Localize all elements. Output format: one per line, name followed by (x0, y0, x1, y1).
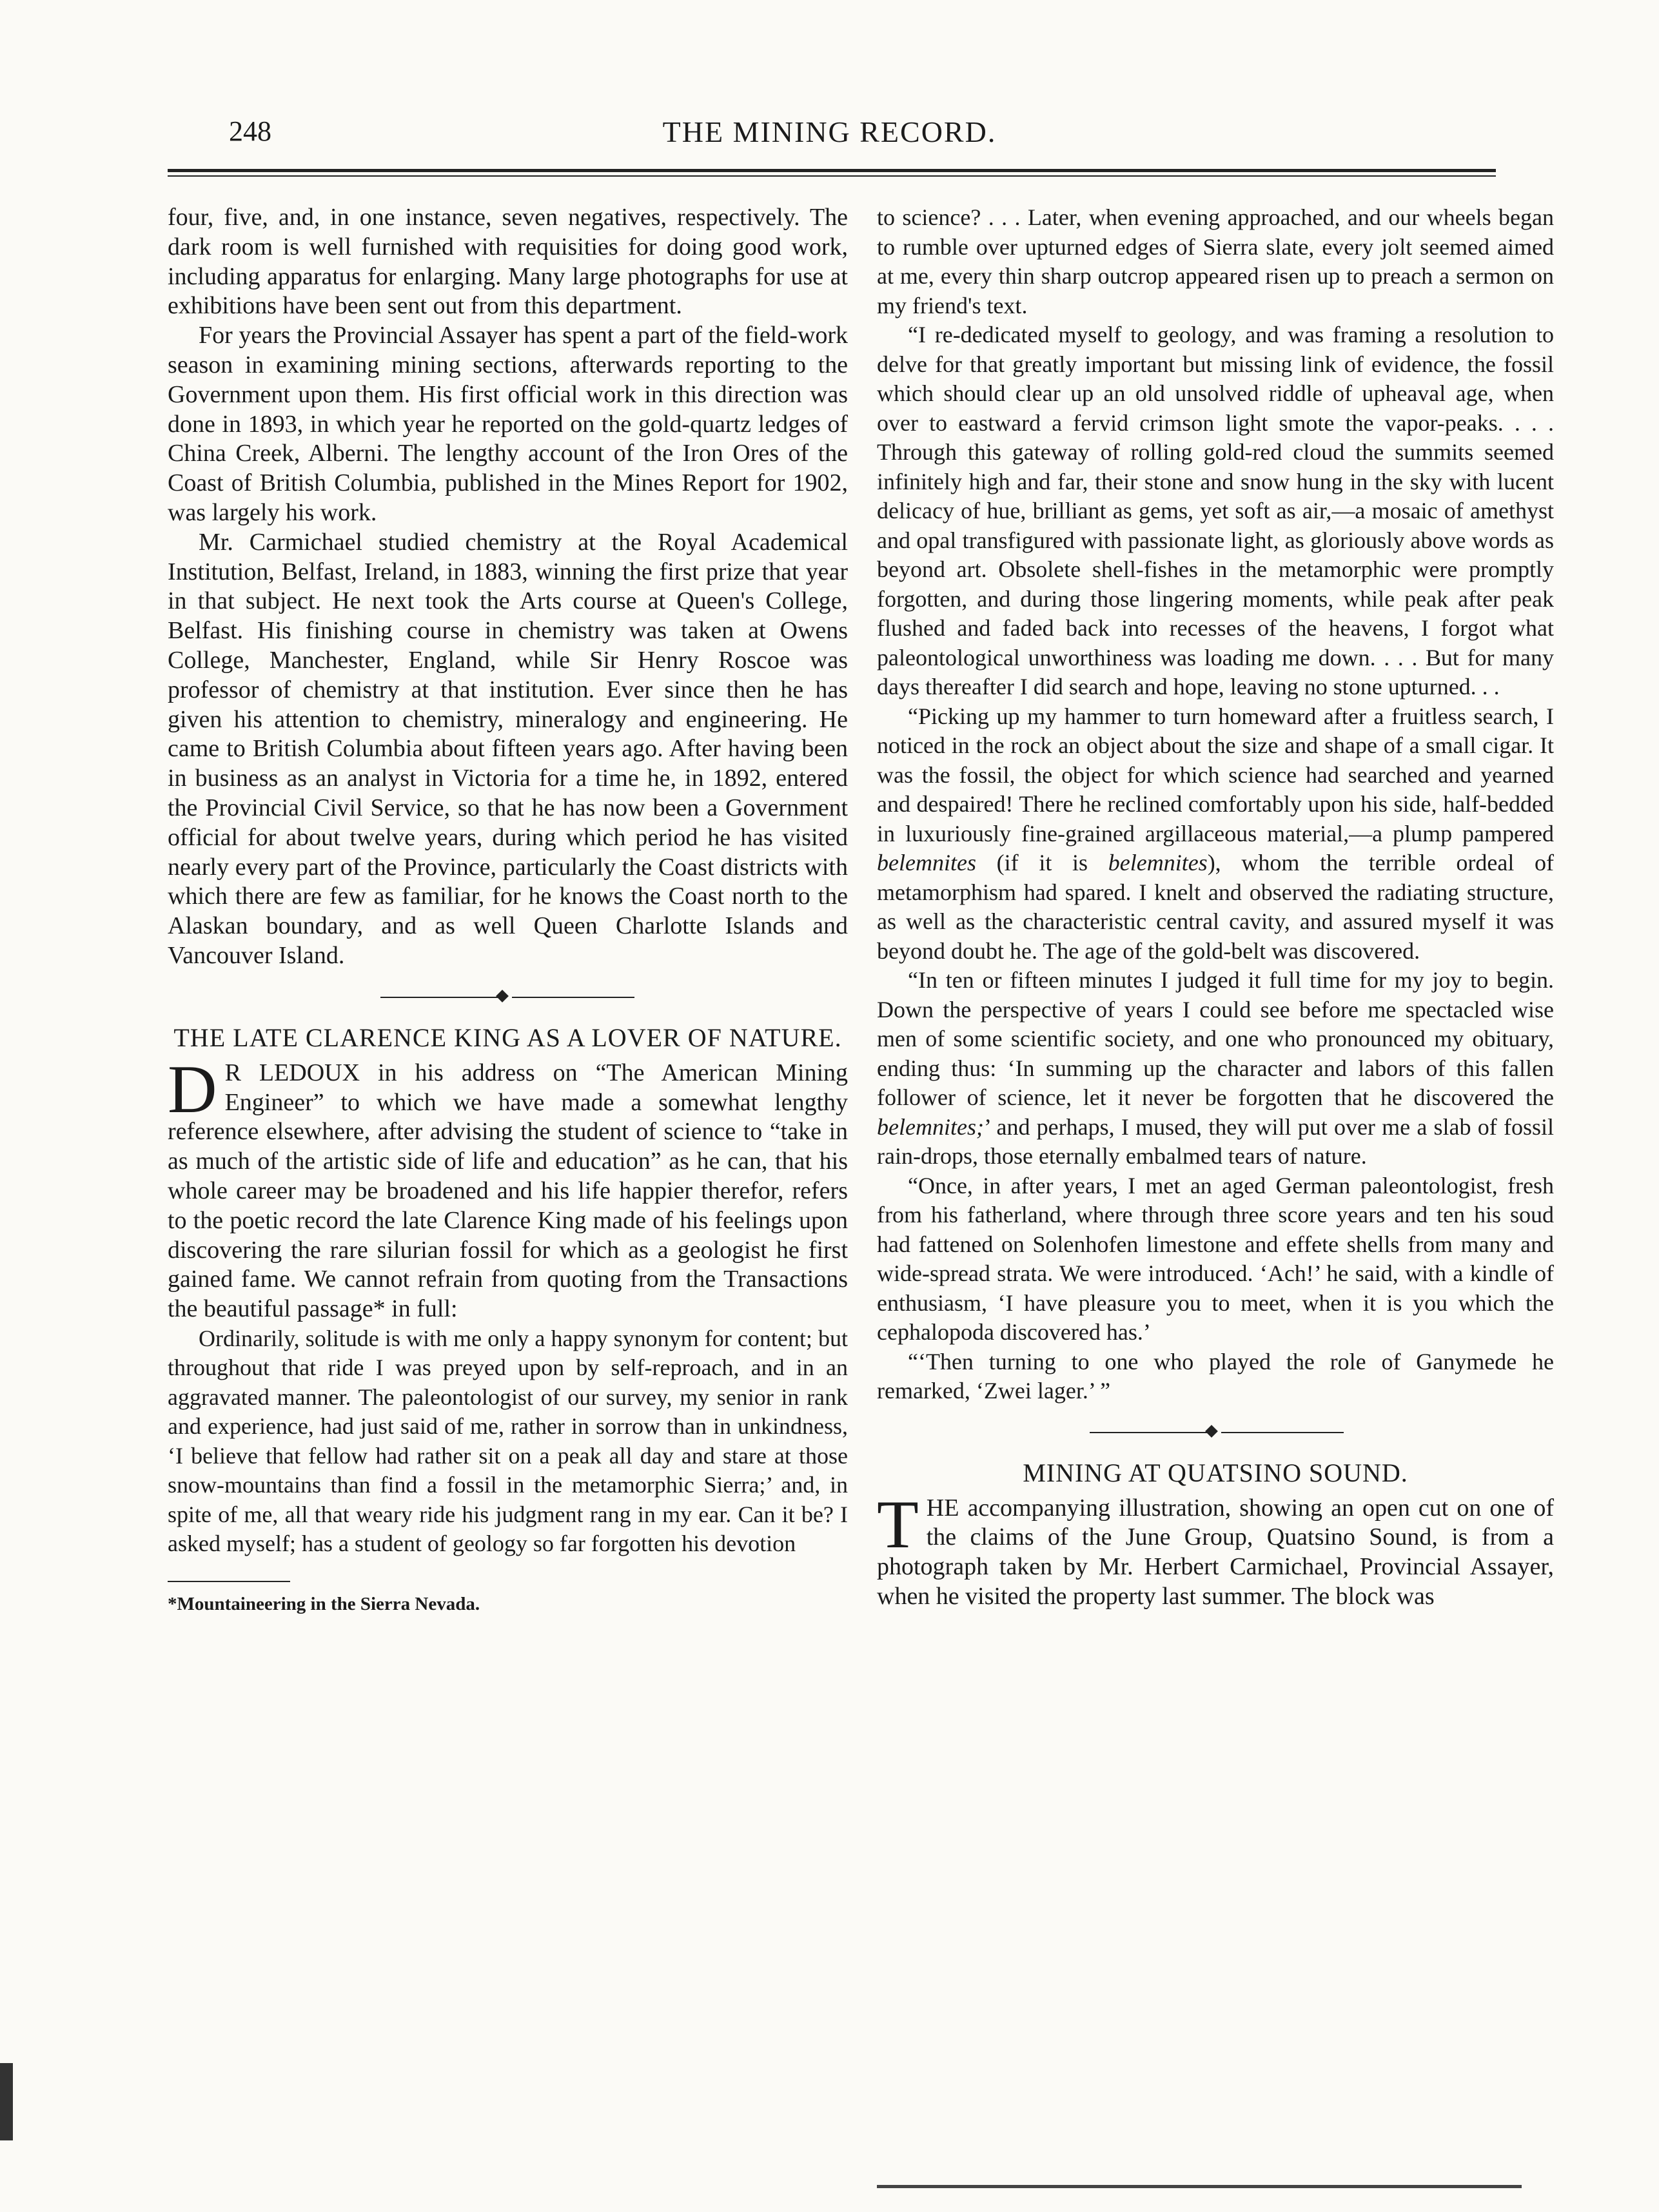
footnote: *Mountaineering in the Sierra Nevada. (168, 1593, 480, 1614)
quoted-passage (877, 966, 1554, 1171)
quoted-passage: “Once, in after years, I met an aged German paleontologist, fresh from his fatherland, where through three score years and ten his soud had fattened on Solenhofen limestone and effete shells from many and wide-spread strata. We were introduced. ‘Ach!’ he said, with a kindle of enthusiasm, ‘I have pleasure you to meet, when it is you which the cephalopoda discovered has.’ (877, 1172, 1554, 1345)
page-number: 248 (229, 115, 271, 147)
running-head: THE MINING RECORD. (662, 115, 997, 148)
drop-cap: T (877, 1486, 919, 1562)
quote-text: ’ and perhaps, I mused, they will put over me a slab of fossil rain-drops, those eternally embalmed tears of nature. (877, 1113, 1554, 1169)
quote-text: (if it is (976, 850, 1108, 876)
quoted-passage: to science? . . . Later, when evening approached, and our wheels began to rumble over upturned edges of Sierra slate, every jolt seemed aimed at me, every thin sharp outcrop appeared risen up to preach a sermon on my friend's text. (877, 204, 1554, 318)
italic-term: belemnites; (877, 1113, 984, 1140)
article-lead-paragraph (168, 1051, 848, 1324)
quoted-passage: Ordinarily, solitude is with me only a happy synonym for content; but throughout that ride I was preyed upon by self-reproach, and in an aggravated manner. The paleontologist of our survey, my senior in rank and experience, had just said of me, rather in sorrow than in unkindness, ‘I believe that fellow had rather sit on a peak all day and stare at those snow-mountains than find a fossil in the metamorphic Sierra;’ and, in spite of me, all that weary ride his judgment rang in my ear. Can it be? I asked myself; has a student of geology so far forgotten his devotion (168, 1325, 848, 1557)
header-rule-thin (168, 175, 1496, 177)
quoted-passage: “I re-dedicated myself to geology, and was framing a resolution to delve for that greatly important but missing link of evidence, the fossil which should clear up an old unsolved riddle of upheaval age, when over to eastward a fervid crimson light smote the vapor-peaks. . . . Through this gateway of rolling gold-red cloud the summits seemed infinitely high and far, their stone and snow hung in the sky with lucent delicacy of hue, brilliant as gems, yet soft as air,—a mosaic of amethyst and opal transfigured with passionate light, as gloriously above words as beyond art. Obsolete shell-fishes in the metamorphic were promptly forgotten, and during those lingering moments, while peak after peak flushed and faded back into recesses of the heavens, I forgot what paleontological unworthiness was loading me down. . . . But for many days thereafter I did search and hope, leaving no stone upturned. . . (877, 322, 1554, 700)
quoted-passage: “‘Then turning to one who played the role of Ganymede he remarked, ‘Zwei lager.’ ” (877, 1348, 1554, 1404)
left-column (168, 203, 848, 1616)
lead-text: HE accompanying illustration, showing an open cut on one of the claims of the June Group, Quatsino Sound, is from a photograph taken by Mr. Herbert Carmichael, Provincial Assayer, when he visited the property last summer. The block was (877, 1494, 1554, 1610)
footnote-marker: * (373, 1295, 386, 1323)
paragraph: For years the Provincial Assayer has spent a part of the field-work season in examining mining sections, afterwards reporting to the Government upon them. His first official work in this direction was done in 1893, in which year he reported on the gold-quartz ledges of China Creek, Alberni. The lengthy account of the Iron Ores of the Coast of British Columbia, published in the Mines Report for 1902, was largely his work. (168, 322, 848, 526)
lead-text-end: in full: (385, 1295, 458, 1323)
paragraph: Mr. Carmichael studied chemistry at the Royal Academical Institution, Belfast, Ireland, in 1883, winning the first prize that year in that subject. He next took the Arts course at Queen's College, Belfast. His finishing course in chemistry was taken at Owens College, Manchester, England, while Sir Henry Roscoe was professor of chemistry at that institution. Ever since then he has given his attention to chemistry, mineralogy and engineering. He came to British Columbia about fifteen years ago. After having been in business as an analyst in Victoria for a time he, in 1892, entered the Provincial Civil Service, so that he has now been a Government official for about twelve years, during which period he has visited nearly every part of the Province, particularly the Coast districts with which there are few as familiar, for he knows the Coast north to the Alaskan boundary, and as well Queen Charlotte Islands and Vancouver Island. (168, 528, 848, 969)
footnote-rule (168, 1581, 290, 1582)
quoted-passage (877, 702, 1554, 966)
lead-text: R LEDOUX in his address on “The American Mining Engineer” to which we have made a somewhat lengthy reference elsewhere, after advising the student of science to “take in as much of the artistic side of life and education” as he can, that his whole career may be broadened and his life happier therefor, refers to the poetic record the late Clarence King made of his feelings upon discovering the rare silurian fossil for which as a geologist he first gained fame. We cannot refrain from quoting from the Transactions the beautiful passage (168, 1059, 848, 1323)
italic-term: belemnites (877, 850, 976, 876)
quote-text: “Picking up my hammer to turn homeward after a fruitless search, I noticed in the rock an object about the size and shape of a small cigar. It was the fossil, the object for which science had searched and yearned and despaired! There he reclined comfortably upon his side, half-bedded in luxuriously fine-grained argillaceous material,—a plump pampered (877, 703, 1554, 847)
quote-text: “In ten or fifteen minutes I judged it full time for my joy to begin. Down the perspective of years I could see before me spectacled wise men of some scientific society, and one who pronounced my obituary, ending thus: ‘In summing up the character and labors of this fallen follower of science, let it never be forgotten that he discovered the (877, 967, 1554, 1110)
header-rule (168, 169, 1496, 172)
article-title: MINING AT QUATSINO SOUND. (1023, 1458, 1408, 1487)
quote-text: ), whom the terrible ordeal of metamorphism had spared. I knelt and observed the radiating structure, as well as the characteristic central cavity, and assured myself it was beyond doubt he. The age of the gold-belt was discovered. (877, 850, 1555, 964)
section-ornament (168, 983, 848, 1013)
article-title: THE LATE CLARENCE KING AS A LOVER OF NATURE. (173, 1023, 842, 1052)
scan-edge-shadow (877, 2185, 1522, 2188)
drop-cap: D (168, 1051, 217, 1127)
paragraph: four, five, and, in one instance, seven negatives, respectively. The dark room is well furnished with requisities for doing good work, including apparatus for enlarging. Many large photographs for use at exhibitions have been sent out from this department. (168, 204, 848, 320)
article-lead-paragraph (877, 1486, 1554, 1612)
section-ornament (877, 1418, 1554, 1449)
italic-term: belemnites (1108, 850, 1208, 876)
right-column (877, 203, 1554, 1612)
scan-edge-mark (0, 2063, 13, 2140)
